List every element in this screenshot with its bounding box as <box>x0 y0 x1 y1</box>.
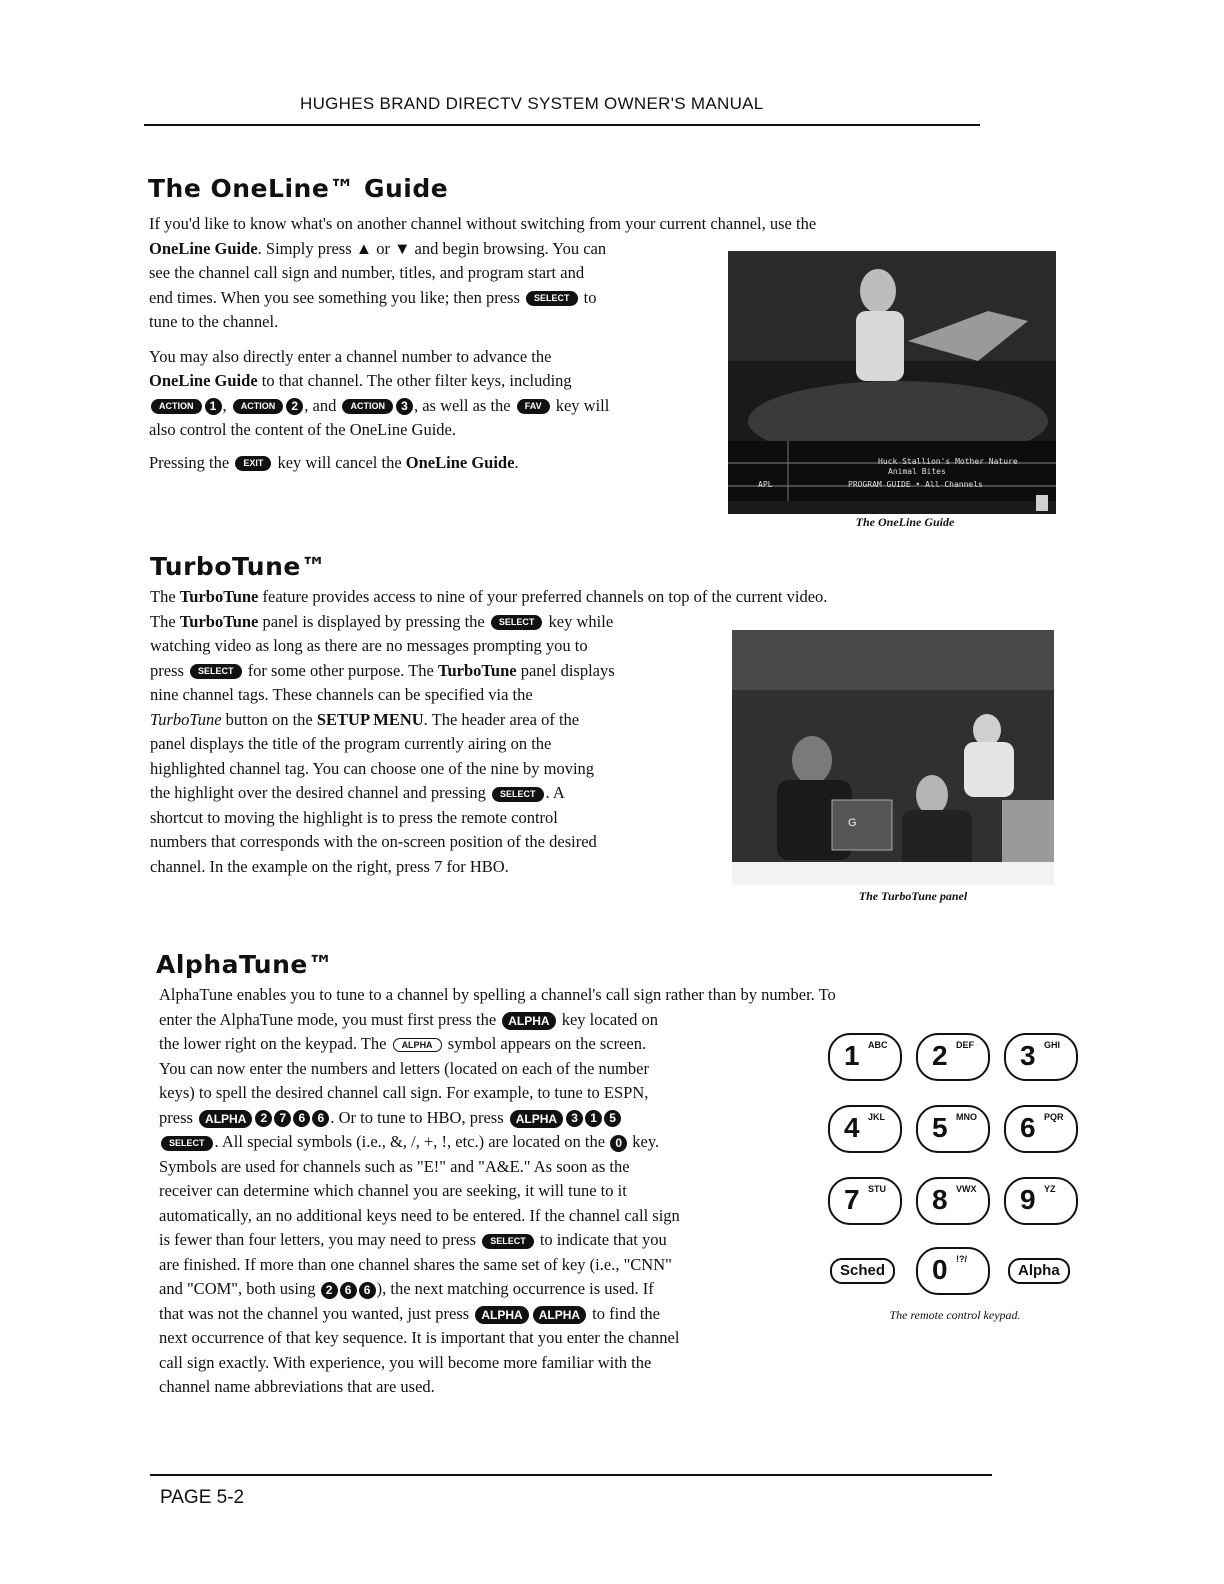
turbotune-line-1: The TurboTune feature provides access to nine of your preferred channels on top of the current video. <box>150 587 828 606</box>
select-key-icon: SELECT <box>526 291 578 306</box>
oneline-p1-line5: tune to the channel. <box>149 312 279 331</box>
action-key-icon: ACTION <box>151 399 202 414</box>
keypad-key-8[interactable]: 8 VWX <box>916 1177 990 1225</box>
select-key-icon: SELECT <box>491 615 543 630</box>
screen-program-title: Huck Stallion's Mother Nature <box>878 457 1018 466</box>
turbotune-heading: TurboTune™ <box>150 552 327 581</box>
turbotune-caption: The TurboTune panel <box>858 889 968 903</box>
turbotune-line-11: numbers that corresponds with the on-screen position of the desired <box>150 832 597 851</box>
turbotune-line-4: press SELECT for some other purpose. The TurboTune panel displays <box>150 660 615 680</box>
turbotune-panel-screenshot <box>732 630 1054 885</box>
select-key-icon: SELECT <box>190 664 242 679</box>
alpha-key-icon: ALPHA <box>199 1110 252 1128</box>
select-key-icon: SELECT <box>482 1234 534 1249</box>
alphatune-line-14: that was not the channel you wanted, just press ALPHA ALPHA to find the <box>159 1303 660 1323</box>
alphatune-line-10: automatically, an no additional keys need to be entered. If the channel call sign <box>159 1205 680 1225</box>
num-7-icon: 7 <box>274 1110 291 1127</box>
turbotune-line-10: shortcut to moving the highlight is to press the remote control <box>150 807 558 827</box>
alphatune-line-12: are finished. If more than one channel shares the same set of key (i.e., "CNN" <box>159 1254 672 1274</box>
alpha-key-icon: ALPHA <box>502 1012 555 1030</box>
alphatune-line-16: call sign exactly. With experience, you will become more familiar with the <box>159 1352 652 1372</box>
alphatune-line-3: the lower right on the keypad. The ALPHA symbol appears on the screen. <box>159 1034 647 1053</box>
oneline-guide-screenshot <box>728 251 1056 514</box>
alphatune-line-11: is fewer than four letters, you may need to press SELECT to indicate that you <box>159 1230 667 1249</box>
header-rule <box>144 124 980 126</box>
action-key-icon: ACTION <box>342 399 393 414</box>
remote-keypad <box>820 1025 1090 1325</box>
select-key-icon: SELECT <box>161 1136 213 1151</box>
alpha-symbol-icon: ALPHA <box>393 1038 442 1052</box>
turbotune-line-5: nine channel tags. These channels can be specified via the <box>150 685 533 704</box>
oneline-p1-line4: end times. When you see something you like; then press SELECT to <box>149 287 597 307</box>
alpha-key-icon: ALPHA <box>533 1306 586 1324</box>
svg-text:G: G <box>848 817 857 829</box>
keypad-key-0[interactable]: 0 !?/ <box>916 1247 990 1295</box>
keypad-alpha-key[interactable]: Alpha <box>1008 1258 1070 1284</box>
num-6-icon: 6 <box>293 1110 310 1127</box>
alphatune-line-5: keys) to spell the desired channel call sign. For example, to tune to ESPN, <box>159 1083 649 1102</box>
oneline-p1-line3: see the channel call sign and number, titles, and program start and <box>149 263 585 282</box>
keypad-key-6[interactable]: 6 PQR <box>1004 1105 1078 1153</box>
num-5-icon: 5 <box>604 1110 621 1127</box>
alphatune-line-8: Symbols are used for channels such as "E!" and "A&E." As soon as the <box>159 1156 630 1176</box>
num-2-icon: 2 <box>286 398 303 415</box>
num-1-icon: 1 <box>585 1110 602 1127</box>
alphatune-line-17: channel name abbreviations that are used. <box>159 1377 435 1396</box>
keypad-key-4[interactable]: 4 JKL <box>828 1105 902 1153</box>
footer-rule <box>150 1474 992 1476</box>
turbotune-line-7: panel displays the title of the program currently airing on the <box>150 734 552 753</box>
turbotune-line-12: channel. In the example on the right, press 7 for HBO. <box>150 856 509 876</box>
turbotune-line-3: watching video as long as there are no messages prompting you to <box>150 636 588 655</box>
num-3-icon: 3 <box>396 398 413 415</box>
turbotune-line-2: The TurboTune panel is displayed by pressing the SELECT key while <box>150 611 614 631</box>
oneline-p3: Pressing the EXIT key will cancel the OneLine Guide. <box>149 452 519 472</box>
keypad-key-9[interactable]: 9 YZ <box>1004 1177 1078 1225</box>
keypad-caption: The remote control keypad. <box>889 1308 1021 1322</box>
screen-program-subtitle: Animal Bites <box>888 467 946 476</box>
alphatune-line-15: next occurrence of that key sequence. It is important that you enter the channel <box>159 1328 680 1347</box>
oneline-p2-line1: You may also directly enter a channel number to advance the <box>149 346 552 366</box>
oneline-heading: The OneLine™ Guide <box>148 174 449 203</box>
oneline-caption: The OneLine Guide <box>855 515 955 529</box>
num-1-icon: 1 <box>205 398 222 415</box>
alphatune-line-4: You can now enter the numbers and letters (located on each of the number <box>159 1058 649 1078</box>
oneline-p1-line1: If you'd like to know what's on another channel without switching from your current channel, use the <box>149 214 817 233</box>
num-2-icon: 2 <box>255 1110 272 1127</box>
keypad-key-2[interactable]: 2 DEF <box>916 1033 990 1081</box>
page-number: PAGE 5-2 <box>160 1487 245 1508</box>
alphatune-line-13: and "COM", both using 2 6 6 ), the next matching occurrence is used. If <box>159 1279 654 1298</box>
num-2-icon: 2 <box>321 1282 338 1299</box>
oneline-p1-line2: OneLine Guide. Simply press ▲ or ▼ and begin browsing. You can <box>149 238 607 258</box>
alpha-key-icon: ALPHA <box>475 1306 528 1324</box>
alphatune-line-7: SELECT . All special symbols (i.e., &, /, +, !, etc.) are located on the 0 key. <box>159 1130 999 1155</box>
num-6-icon: 6 <box>359 1282 376 1299</box>
num-6-icon: 6 <box>312 1110 329 1127</box>
turbotune-line-8: highlighted channel tag. You can choose one of the nine by moving <box>150 758 595 778</box>
keypad-key-3[interactable]: 3 GHI <box>1004 1033 1078 1081</box>
turbotune-scene-image <box>732 630 1054 885</box>
num-0-icon: 0 <box>610 1135 627 1152</box>
oneline-p2-line3: ACTION 1 , ACTION 2 , and ACTION 3 , as well as the FAV key will <box>149 394 979 419</box>
alphatune-line-9: receiver can determine which channel you are seeking, it will tune to it <box>159 1181 627 1200</box>
oneline-p2-line2: OneLine Guide to that channel. The other filter keys, including <box>149 371 572 390</box>
oneline-p2-line4: also control the content of the OneLine Guide. <box>149 420 456 439</box>
alphatune-line-2: enter the AlphaTune mode, you must first press the ALPHA key located on <box>159 1009 658 1029</box>
keypad-key-7[interactable]: 7 STU <box>828 1177 902 1225</box>
action-key-icon: ACTION <box>233 399 284 414</box>
alphatune-line-6: press ALPHA 2 7 6 6 . Or to tune to HBO, press ALPHA 3 1 5 <box>159 1106 999 1131</box>
keypad-key-1[interactable]: 1 ABC <box>828 1033 902 1081</box>
keypad-key-5[interactable]: 5 MNO <box>916 1105 990 1153</box>
fav-key-icon: FAV <box>517 399 550 414</box>
num-3-icon: 3 <box>566 1110 583 1127</box>
turbotune-line-6: TurboTune button on the SETUP MENU. The header area of the <box>150 709 580 729</box>
screen-channel-sign: APL <box>758 480 773 489</box>
exit-key-icon: EXIT <box>235 456 271 471</box>
alpha-key-icon: ALPHA <box>510 1110 563 1128</box>
alphatune-line-1: AlphaTune enables you to tune to a channel by spelling a channel's call sign rather than by number. To <box>159 985 836 1004</box>
screen-guide-label: PROGRAM GUIDE • All Channels <box>848 480 983 489</box>
keypad-sched-key[interactable]: Sched <box>830 1258 895 1284</box>
running-header: HUGHES BRAND DIRECTV SYSTEM OWNER'S MANUAL <box>300 94 764 113</box>
select-key-icon: SELECT <box>492 787 544 802</box>
turbotune-line-9: the highlight over the desired channel and pressing SELECT . A <box>150 783 565 802</box>
alphatune-heading: AlphaTune™ <box>156 950 334 979</box>
num-6-icon: 6 <box>340 1282 357 1299</box>
